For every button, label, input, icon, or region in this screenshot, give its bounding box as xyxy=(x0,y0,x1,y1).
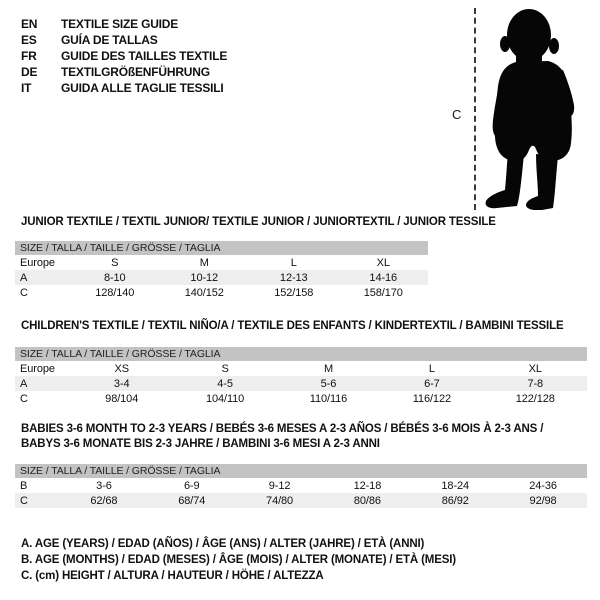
junior-section-title: JUNIOR TEXTILE / TEXTIL JUNIOR/ TEXTILE JUNIOR / JUNIORTEXTIL / JUNIOR TESSILE xyxy=(21,216,496,228)
height-cell: 110/116 xyxy=(309,392,348,405)
height-cell: 92/98 xyxy=(529,494,557,507)
age-cell: 14-16 xyxy=(369,271,398,284)
table-row-europe xyxy=(15,255,428,270)
height-cell: 116/122 xyxy=(412,392,451,405)
language-row-de xyxy=(21,64,227,80)
language-code: ES xyxy=(21,33,37,47)
junior-size-table xyxy=(15,241,428,300)
size-cell: S xyxy=(111,256,119,269)
table-row-age xyxy=(15,270,428,285)
height-cell: 128/140 xyxy=(95,286,135,299)
age-cell: 8-10 xyxy=(103,271,126,284)
language-code: EN xyxy=(21,17,38,31)
table-row-height xyxy=(15,391,587,406)
row-label: C xyxy=(20,392,28,405)
footnote-height: C. (cm) HEIGHT / ALTURA / HAUTEUR / HÖHE / ALTEZZA xyxy=(21,570,324,582)
height-cell: 86/92 xyxy=(441,494,469,507)
toddler-silhouette-icon xyxy=(480,4,590,210)
height-cell: 140/152 xyxy=(184,286,224,299)
height-cell: 68/74 xyxy=(178,494,206,507)
months-cell: 6-9 xyxy=(183,479,200,492)
table-row-height xyxy=(15,493,587,508)
row-label: B xyxy=(20,479,28,492)
language-row-fr xyxy=(21,48,227,64)
height-cell: 98/104 xyxy=(105,392,139,405)
row-label: Europe xyxy=(20,362,55,375)
months-cell: 9-12 xyxy=(268,479,291,492)
language-text: GUIDA ALLE TAGLIE TESSILI xyxy=(61,81,224,95)
junior-table xyxy=(15,255,428,300)
months-cell: 12-18 xyxy=(353,479,382,492)
age-cell: 3-4 xyxy=(113,377,130,390)
row-label: C xyxy=(20,286,28,299)
language-code: IT xyxy=(21,81,32,95)
language-text: GUÍA DE TALLAS xyxy=(61,33,158,47)
size-header-bar: SIZE / TALLA / TAILLE / GRÖSSE / TAGLIA xyxy=(15,464,587,478)
size-header-bar: SIZE / TALLA / TAILLE / GRÖSSE / TAGLIA xyxy=(15,347,587,361)
size-cell: XL xyxy=(376,256,390,269)
height-cell: 158/170 xyxy=(363,286,403,299)
height-cell: 104/110 xyxy=(205,392,245,405)
babies-table xyxy=(15,478,587,508)
height-measure-label: C xyxy=(452,107,462,122)
language-row-en xyxy=(21,16,227,32)
children-section-title: CHILDREN'S TEXTILE / TEXTIL NIÑO/A / TEXTILE DES ENFANTS / KINDERTEXTIL / BAMBINI TESSILE xyxy=(21,320,564,332)
size-cell: L xyxy=(428,362,435,375)
row-label: A xyxy=(20,271,28,284)
months-cell: 18-24 xyxy=(441,479,470,492)
language-code: FR xyxy=(21,49,37,63)
footnotes xyxy=(21,536,456,584)
row-label: Europe xyxy=(20,256,55,269)
age-cell: 4-5 xyxy=(217,377,233,390)
language-text: TEXTILE SIZE GUIDE xyxy=(61,17,179,31)
children-size-table xyxy=(15,347,587,406)
height-cell: 80/86 xyxy=(353,494,381,507)
table-row-europe xyxy=(15,361,587,376)
row-label: A xyxy=(20,377,28,390)
age-cell: 6-7 xyxy=(424,377,440,390)
height-cell: 152/158 xyxy=(274,286,314,299)
table-row-age xyxy=(15,376,587,391)
children-table xyxy=(15,361,587,406)
babies-size-table xyxy=(15,464,587,508)
height-cell: 74/80 xyxy=(266,494,294,507)
size-cell: XS xyxy=(114,362,129,375)
language-code: DE xyxy=(21,65,38,79)
size-cell: M xyxy=(323,362,334,375)
size-cell: XL xyxy=(528,362,542,375)
age-cell: 7-8 xyxy=(527,377,544,390)
size-header-bar: SIZE / TALLA / TAILLE / GRÖSSE / TAGLIA xyxy=(15,241,428,255)
table-row-height xyxy=(15,285,428,300)
age-cell: 5-6 xyxy=(320,377,337,390)
language-row-it xyxy=(21,80,227,96)
height-measure-line xyxy=(474,8,476,210)
language-list xyxy=(21,16,227,96)
age-cell: 10-12 xyxy=(190,271,219,284)
language-text: TEXTILGRÖßENFÜHRUNG xyxy=(61,65,210,79)
height-cell: 62/68 xyxy=(90,494,118,507)
row-label: C xyxy=(20,494,28,507)
size-cell: S xyxy=(221,362,229,375)
months-cell: 24-36 xyxy=(529,479,557,492)
footnote-age-years: A. AGE (YEARS) / EDAD (AÑOS) / ÂGE (ANS) / ALTER (JAHRE) / ETÀ (ANNI) xyxy=(21,538,425,550)
table-row-months xyxy=(15,478,587,493)
babies-title-line-2: BABYS 3-6 MONATE BIS 2-3 JAHRE / BAMBINI 3-6 MESI A 2-3 ANNI xyxy=(21,438,380,450)
size-cell: L xyxy=(290,256,297,269)
language-row-es xyxy=(21,32,227,48)
babies-title-line-1: BABIES 3-6 MONTH TO 2-3 YEARS / BEBÉS 3-6 MESES A 2-3 AÑOS / BÉBÉS 3-6 MOIS À 2-3 ANS / xyxy=(21,423,544,435)
age-cell: 12-13 xyxy=(279,271,308,284)
language-text: GUIDE DES TAILLES TEXTILE xyxy=(61,49,228,63)
months-cell: 3-6 xyxy=(96,479,112,492)
footnote-age-months: B. AGE (MONTHS) / EDAD (MESES) / ÂGE (MOIS) / ALTER (MONATE) / ETÀ (MESI) xyxy=(21,554,456,566)
babies-section-title xyxy=(21,422,543,452)
height-cell: 122/128 xyxy=(515,392,555,405)
size-cell: M xyxy=(199,256,209,269)
